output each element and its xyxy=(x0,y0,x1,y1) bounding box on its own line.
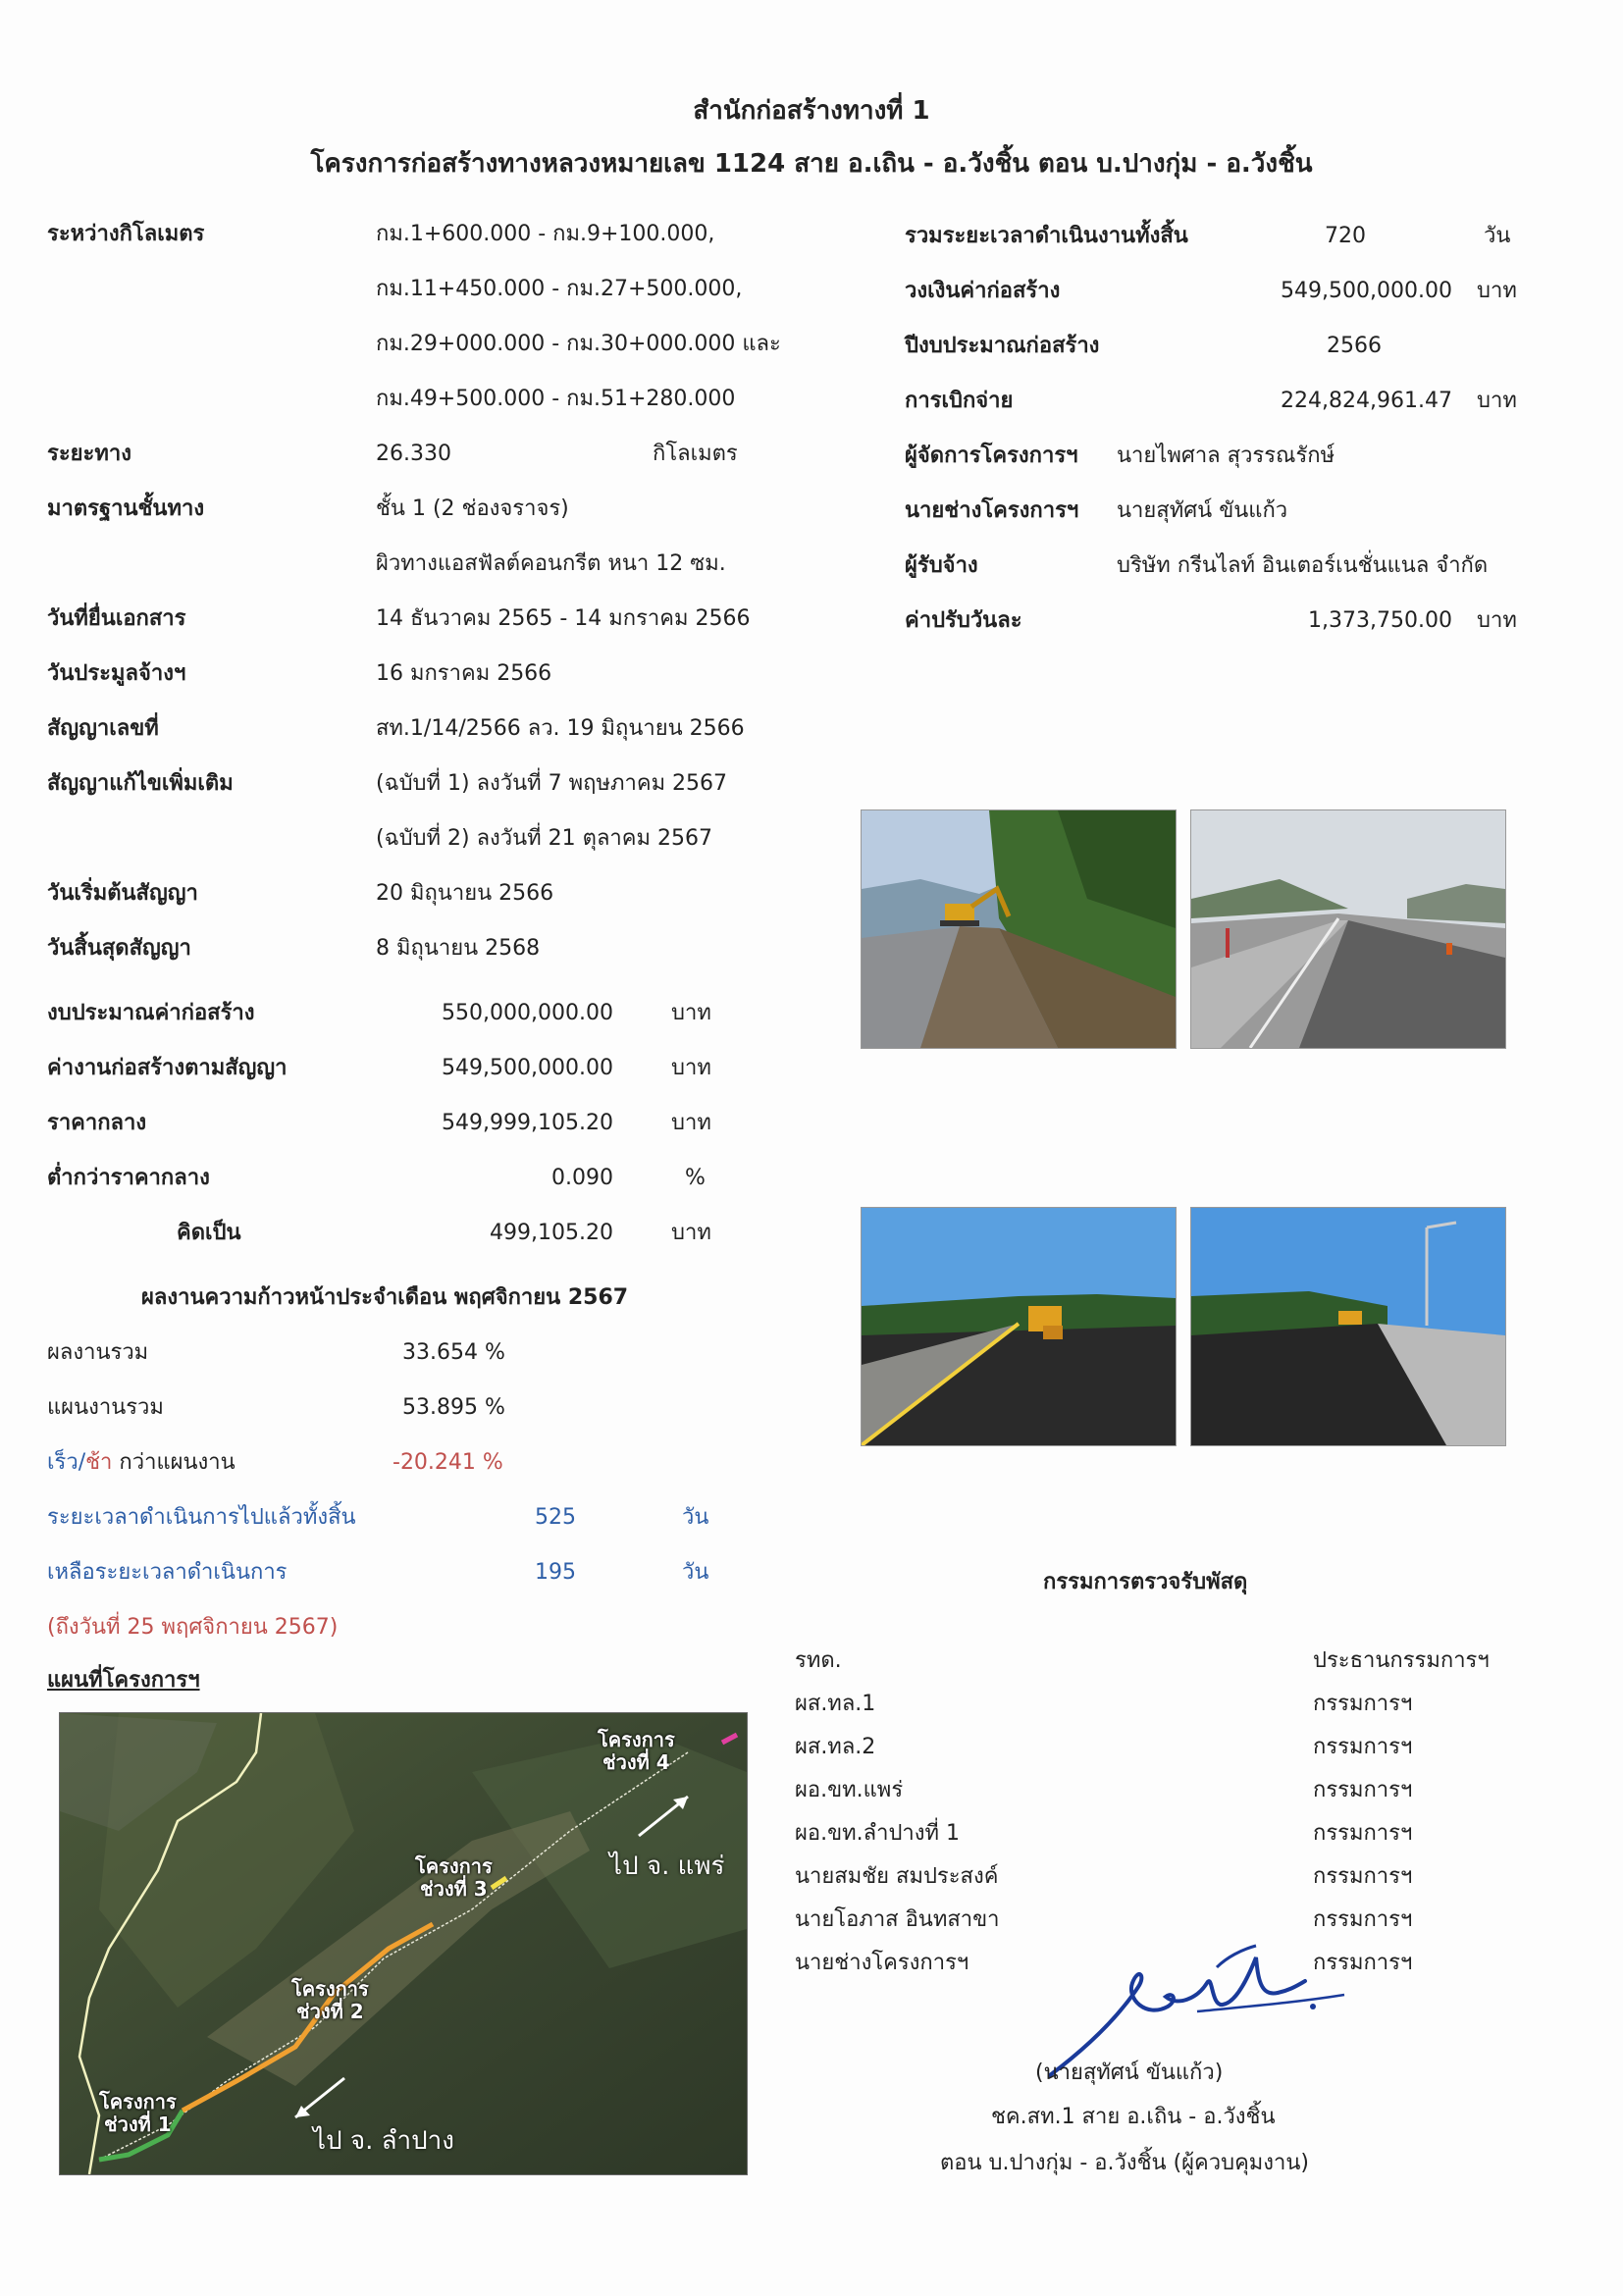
committee-member-role: กรรมการฯ xyxy=(1313,1735,1413,1759)
standard-label: มาตรฐานชั้นทาง xyxy=(47,496,205,521)
actual-value: 33.654 % xyxy=(402,1340,505,1365)
auction-label: วันประมูลจ้างฯ xyxy=(47,661,186,686)
finance-value: 549,500,000.00 xyxy=(442,1056,613,1080)
km-line: กม.1+600.000 - กม.9+100.000, xyxy=(376,222,715,246)
committee-member-role: กรรมการฯ xyxy=(1313,1778,1413,1802)
committee-member-name: ผอ.ขท.แพร่ xyxy=(795,1778,904,1802)
finance-label: ค่างานก่อสร้างตามสัญญา xyxy=(47,1056,288,1080)
engineer-value: นายสุทัศน์ ขันแก้ว xyxy=(1117,498,1288,523)
budget-unit: บาท xyxy=(1477,279,1517,303)
committee-member-name: ผอ.ขท.ลำปางที่ 1 xyxy=(795,1821,961,1846)
elapsed-value: 525 xyxy=(535,1505,576,1530)
start-value: 20 มิถุนายน 2566 xyxy=(376,881,554,906)
remain-value: 195 xyxy=(535,1560,576,1585)
committee-member-name: นายสมชัย สมประสงค์ xyxy=(795,1864,999,1889)
remain-label: เหลือระยะเวลาดำเนินการ xyxy=(47,1560,288,1585)
fine-label: ค่าปรับวันละ xyxy=(905,608,1022,633)
standard-value: ชั้น 1 (2 ช่องจราจร) xyxy=(376,496,569,521)
committee-member-role: กรรมการฯ xyxy=(1313,1907,1413,1932)
map-heading: แผนที่โครงการฯ xyxy=(47,1668,200,1693)
distance-label: ระยะทาง xyxy=(47,442,131,466)
plan-label: แผนงานรวม xyxy=(47,1395,164,1420)
elapsed-unit: วัน xyxy=(682,1505,709,1530)
actual-label: ผลงานรวม xyxy=(47,1340,149,1365)
site-photo-excavator xyxy=(861,809,1177,1049)
map-label-section-1: โครงการ ช่วงที่ 1 xyxy=(99,2090,177,2136)
plan-value: 53.895 % xyxy=(402,1395,505,1420)
disburse-value: 224,824,961.47 xyxy=(1281,389,1452,413)
finance-unit: บาท xyxy=(671,1001,711,1025)
committee-member-role: กรรมการฯ xyxy=(1313,1864,1413,1889)
committee-member-name: รทด. xyxy=(795,1648,842,1673)
km-line: กม.29+000.000 - กม.30+000.000 และ xyxy=(376,332,781,356)
elapsed-label: ระยะเวลาดำเนินการไปแล้วทั้งสิ้น xyxy=(47,1505,356,1530)
fine-unit: บาท xyxy=(1477,608,1517,633)
committee-member-name: ผส.ทล.1 xyxy=(795,1692,876,1716)
map-label-section-3: โครงการ ช่วงที่ 3 xyxy=(415,1854,493,1901)
site-photo-paving-2 xyxy=(1190,1207,1506,1446)
progress-title: ผลงานความก้าวหน้าประจำเดือน พฤศจิกายน 2567 xyxy=(141,1285,629,1310)
amend-label: สัญญาแก้ไขเพิ่มเติม xyxy=(47,771,234,796)
diff-value: -20.241 % xyxy=(393,1450,503,1475)
disburse-label: การเบิกจ่าย xyxy=(905,389,1014,413)
committee-member-role: กรรมการฯ xyxy=(1313,1951,1413,1975)
fiscal-value: 2566 xyxy=(1327,334,1382,358)
finance-unit: % xyxy=(685,1166,706,1190)
km-line: กม.11+450.000 - กม.27+500.000, xyxy=(376,277,743,301)
finance-value: 549,999,105.20 xyxy=(442,1111,613,1135)
signatory-position-1: ชค.สท.1 สาย อ.เถิน - อ.วังชิ้น xyxy=(991,2105,1276,2129)
fine-value: 1,373,750.00 xyxy=(1308,608,1452,633)
amend-value: (ฉบับที่ 2) ลงวันที่ 21 ตุลาคม 2567 xyxy=(376,826,712,851)
project-title: โครงการก่อสร้างทางหลวงหมายเลข 1124 สาย อ.เถิน - อ.วังชิ้น ตอน บ.ปางกุ่ม - อ.วังชิ้น xyxy=(310,149,1313,179)
finance-value: 0.090 xyxy=(551,1166,613,1190)
end-value: 8 มิถุนายน 2568 xyxy=(376,936,541,961)
fiscal-label: ปีงบประมาณก่อสร้าง xyxy=(905,334,1100,358)
contractor-label: ผู้รับจ้าง xyxy=(905,553,978,578)
finance-label: ต่ำกว่าราคากลาง xyxy=(47,1166,210,1190)
distance-unit: กิโลเมตร xyxy=(653,442,738,466)
asof-date: (ถึงวันที่ 25 พฤศจิกายน 2567) xyxy=(47,1615,339,1640)
manager-value: นายไพศาล สุวรรณรักษ์ xyxy=(1117,444,1335,468)
budget-label: วงเงินค่าก่อสร้าง xyxy=(905,279,1061,303)
amend-value: (ฉบับที่ 1) ลงวันที่ 7 พฤษภาคม 2567 xyxy=(376,771,728,796)
diff-rest: กว่าแผนงาน xyxy=(112,1450,236,1475)
diff-slow: ช้า xyxy=(85,1450,113,1475)
finance-label: คิดเป็น xyxy=(177,1221,241,1245)
signatory-name: (นายสุทัศน์ ขันแก้ว) xyxy=(1035,2061,1224,2085)
contract-label: สัญญาเลขที่ xyxy=(47,716,159,741)
end-label: วันสิ้นสุดสัญญา xyxy=(47,936,191,961)
diff-label xyxy=(47,1450,236,1476)
diff-slash: / xyxy=(78,1450,86,1475)
committee-member-name: ผส.ทล.2 xyxy=(795,1735,876,1759)
map-dir-lampang: ไป จ. ลำปาง xyxy=(313,2126,454,2156)
committee-title: กรรมการตรวจรับพัสดุ xyxy=(1043,1570,1248,1594)
km-line: กม.49+500.000 - กม.51+280.000 xyxy=(376,387,736,411)
distance-value: 26.330 xyxy=(376,442,451,466)
engineer-label: นายช่างโครงการฯ xyxy=(905,498,1079,523)
map-dir-phrae: ไป จ. แพร่ xyxy=(609,1852,725,1881)
contract-value: สท.1/14/2566 ลว. 19 มิถุนายน 2566 xyxy=(376,716,745,741)
finance-value: 499,105.20 xyxy=(490,1221,613,1245)
site-photo-paving-1 xyxy=(861,1207,1177,1446)
surface-value: ผิวทางแอสฟัลต์คอนกรีต หนา 12 ซม. xyxy=(376,551,726,576)
project-map xyxy=(59,1712,748,2175)
office-title: สำนักก่อสร้างทางที่ 1 xyxy=(693,96,930,126)
disburse-unit: บาท xyxy=(1477,389,1517,413)
finance-value: 550,000,000.00 xyxy=(442,1001,613,1025)
committee-member-role: ประธานกรรมการฯ xyxy=(1313,1648,1490,1673)
start-label: วันเริ่มต้นสัญญา xyxy=(47,881,198,906)
budget-value: 549,500,000.00 xyxy=(1281,279,1452,303)
committee-member-name: นายโอภาส อินทสาขา xyxy=(795,1907,1000,1932)
duration-unit: วัน xyxy=(1484,224,1511,248)
map-label-section-2: โครงการ ช่วงที่ 2 xyxy=(291,1977,369,2023)
committee-member-role: กรรมการฯ xyxy=(1313,1692,1413,1716)
committee-member-role: กรรมการฯ xyxy=(1313,1821,1413,1846)
finance-label: ราคากลาง xyxy=(47,1111,147,1135)
contractor-value: บริษัท กรีนไลท์ อินเตอร์เนชั่นแนล จำกัด xyxy=(1117,553,1489,578)
auction-value: 16 มกราคม 2566 xyxy=(376,661,552,686)
duration-label: รวมระยะเวลาดำเนินงานทั้งสิ้น xyxy=(905,224,1188,248)
manager-label: ผู้จัดการโครงการฯ xyxy=(905,444,1078,468)
duration-value: 720 xyxy=(1325,224,1366,248)
finance-unit: บาท xyxy=(671,1221,711,1245)
diff-fast: เร็ว xyxy=(47,1450,79,1475)
finance-unit: บาท xyxy=(671,1111,711,1135)
remain-unit: วัน xyxy=(682,1560,709,1585)
signatory-position-2: ตอน บ.ปางกุ่ม - อ.วังชิ้น (ผู้ควบคุมงาน) xyxy=(940,2151,1310,2175)
submit-value: 14 ธันวาคม 2565 - 14 มกราคม 2566 xyxy=(376,606,751,631)
committee-member-name: นายช่างโครงการฯ xyxy=(795,1951,969,1975)
submit-label: วันที่ยื่นเอกสาร xyxy=(47,606,186,631)
finance-unit: บาท xyxy=(671,1056,711,1080)
map-label-section-4: โครงการ ช่วงที่ 4 xyxy=(598,1728,675,1774)
km-label: ระหว่างกิโลเมตร xyxy=(47,222,205,246)
site-photo-road-prep xyxy=(1190,809,1506,1049)
finance-label: งบประมาณค่าก่อสร้าง xyxy=(47,1001,255,1025)
